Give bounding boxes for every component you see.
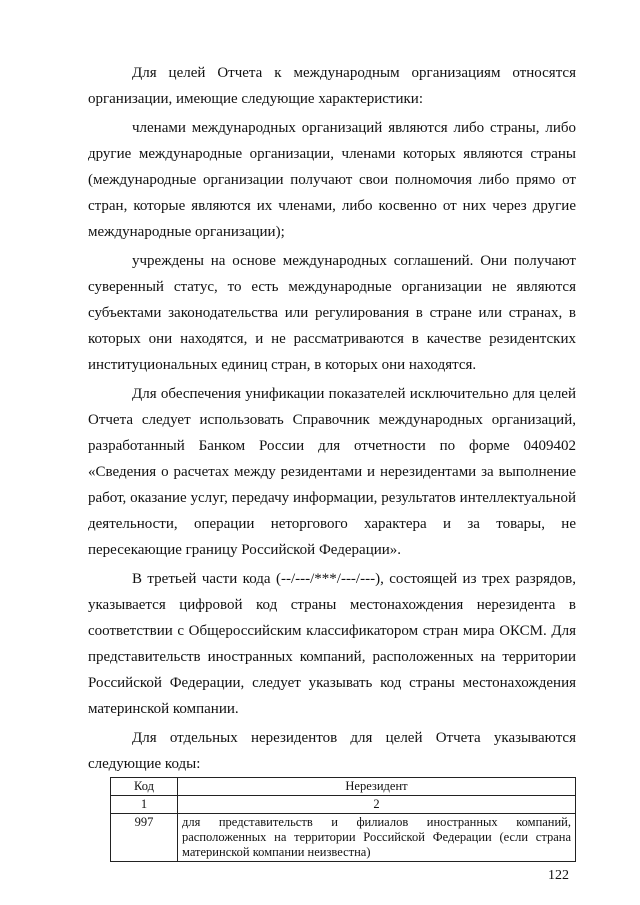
paragraph-intro: Для целей Отчета к международным организациям относятся организации, имеющие следующие характеристики: — [88, 65, 576, 107]
header-code: Код — [111, 778, 178, 796]
paragraph-characteristic-agreements: учреждены на основе международных соглашений. Они получают суверенный статус, то есть международные организации не являются субъектами законодательства или регулирования в стране или странах, в которых они находятся, и не рассматриваются в качестве резидентских институциональных единиц стран, в которых они находятся. — [88, 253, 576, 373]
row-description: для представительств и филиалов иностранных компаний, расположенных на территории Российской Федерации (если страна материнской компании неизвестна) — [178, 814, 576, 862]
row-code: 997 — [111, 814, 178, 862]
table-row — [111, 814, 576, 862]
paragraph-country-code: В третьей части кода (--/---/***/---/---), состоящей из трех разрядов, указывается цифровой код страны местонахождения нерезидента в соответствии с Общероссийским классификатором стран мира ОКСМ. Для представительств иностранных компаний, расположенных на территории Российской Федерации, следует указывать код страны местонахождения материнской компании. — [88, 571, 576, 717]
codes-table — [110, 777, 576, 862]
header-nonresident: Нерезидент — [178, 778, 576, 796]
page-number: 122 — [548, 868, 569, 883]
table-column-numbers-row — [111, 796, 576, 814]
body-text — [88, 60, 576, 777]
column-number-2: 2 — [178, 796, 576, 814]
paragraph-reference-book: Для обеспечения унификации показателей исключительно для целей Отчета следует использовать Справочник международных организаций, разработанный Банком России для отчетности по форме 0409402 «Сведения о расчетах между резидентами и нерезидентами за выполнение работ, оказание услуг, передачу информации, результатов интеллектуальной деятельности, операции неторгового характера и за товары, не пересекающие границу Российской Федерации». — [88, 386, 576, 558]
column-number-1: 1 — [111, 796, 178, 814]
paragraph-characteristic-members: членами международных организаций являются либо страны, либо другие международные организации, членами которых являются страны (международные организации получают свои полномочия либо прямо от стран, которые являются их членами, либо косвенно от них через другие международные организации); — [88, 120, 576, 240]
table-header-row — [111, 778, 576, 796]
paragraph-special-codes: Для отдельных нерезидентов для целей Отчета указываются следующие коды: — [88, 730, 576, 772]
